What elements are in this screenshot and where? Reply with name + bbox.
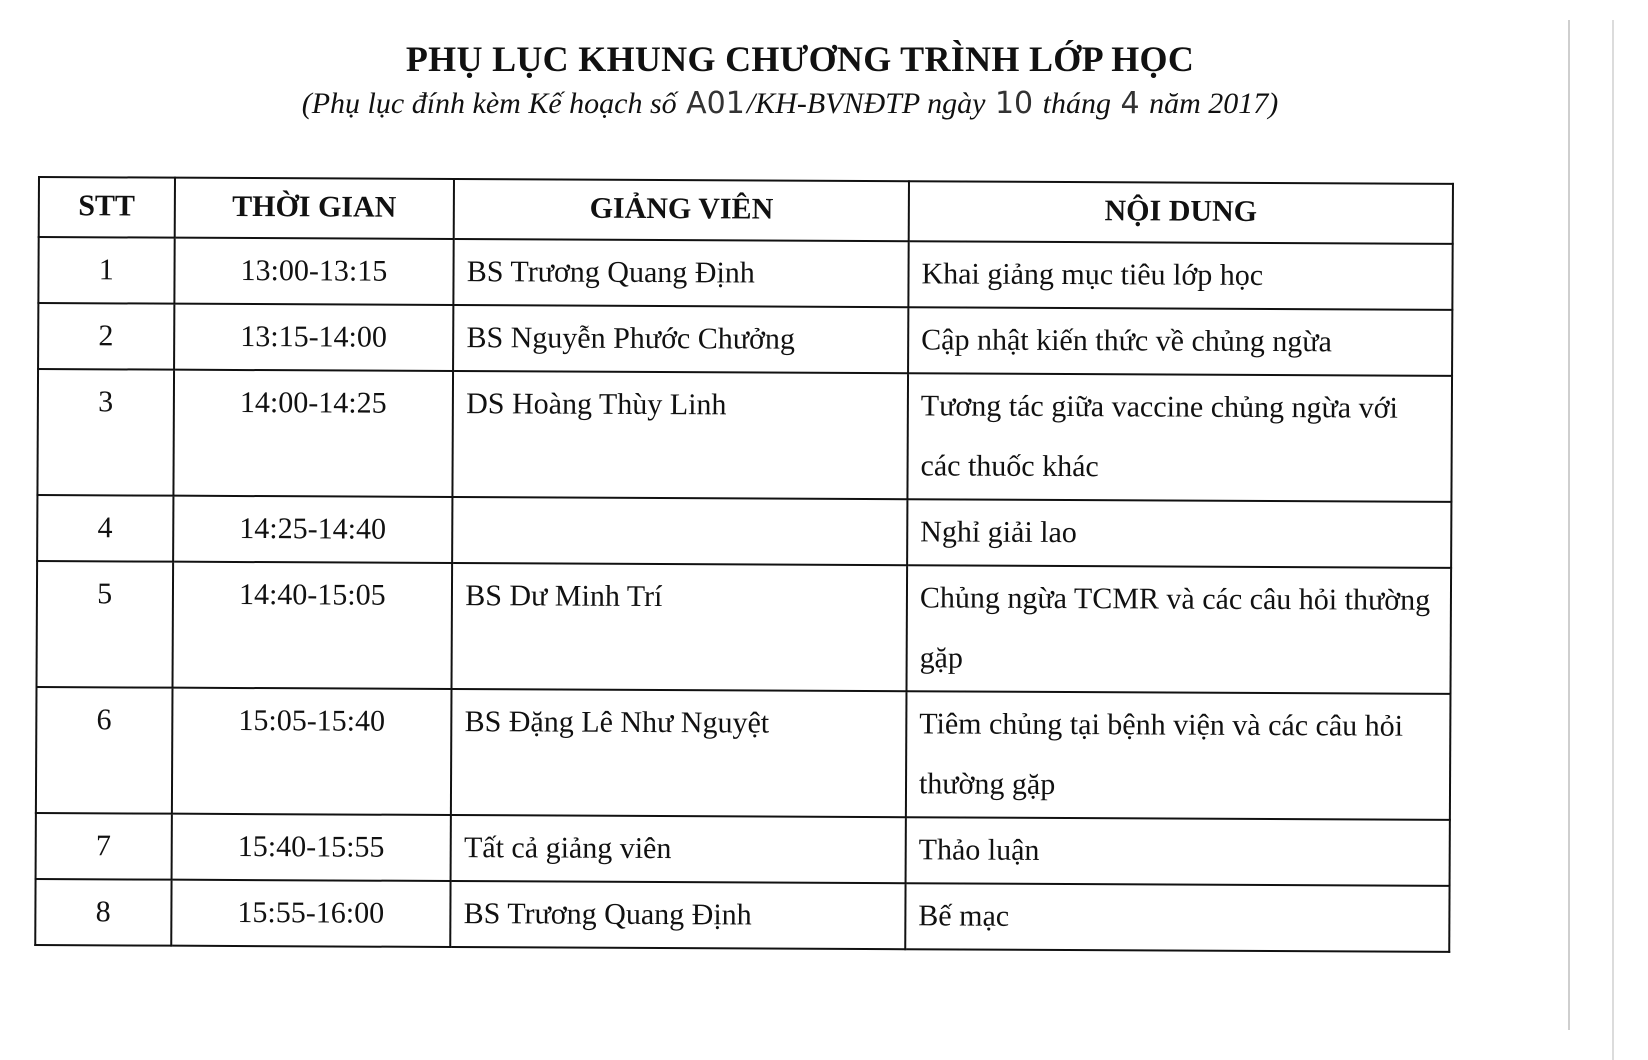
row-teacher: BS Trương Quang Định: [451, 881, 906, 949]
row-stt: 3: [37, 369, 173, 496]
table-row: [38, 237, 1452, 310]
row-time: 14:25-14:40: [173, 496, 453, 563]
row-content: Chủng ngừa TCMR và các câu hỏi thường gặp: [906, 565, 1451, 694]
row-teacher: BS Dư Minh Trí: [452, 563, 907, 691]
row-teacher: BS Nguyễn Phước Chưởng: [453, 305, 908, 373]
table-row: [36, 687, 1451, 820]
header-teacher: GIẢNG VIÊN: [454, 179, 909, 241]
row-content: Tương tác giữa vaccine chủng ngừa với các thuốc khác: [907, 373, 1452, 502]
row-teacher: BS Trương Quang Định: [454, 239, 909, 307]
row-stt: 2: [38, 303, 174, 370]
header-stt: STT: [39, 177, 175, 238]
row-stt: 5: [37, 561, 173, 688]
table-row: [37, 561, 1452, 694]
row-time: 13:15-14:00: [174, 304, 454, 371]
scan-edge-line: [1568, 20, 1570, 1030]
table-row: [35, 879, 1449, 952]
row-content: Nghỉ giải lao: [907, 499, 1451, 568]
row-teacher: Tất cả giảng viên: [451, 815, 906, 883]
row-stt: 1: [38, 237, 174, 304]
table-row: [38, 303, 1452, 376]
document-subtitle: [0, 86, 1580, 121]
table-row: [36, 813, 1450, 886]
row-time: 14:00-14:25: [173, 370, 453, 497]
plan-number-handwritten: A01: [686, 86, 745, 121]
row-time: 15:55-16:00: [171, 880, 451, 947]
header-time: THỜI GIAN: [174, 178, 454, 239]
subtitle-suffix: năm 2017): [1141, 87, 1279, 120]
subtitle-prefix: (Phụ lục đính kèm Kế hoạch số: [301, 87, 685, 120]
row-time: 15:05-15:40: [171, 688, 451, 815]
row-time: 15:40-15:55: [171, 814, 451, 881]
row-content: Thảo luận: [906, 817, 1450, 886]
schedule-table: [34, 176, 1454, 953]
table-row: [37, 495, 1451, 568]
row-time: 13:00-13:15: [174, 238, 454, 305]
document-title: PHỤ LỤC KHUNG CHƯƠNG TRÌNH LỚP HỌC: [405, 39, 1195, 79]
row-time: 14:40-15:05: [172, 562, 452, 689]
row-content: Tiêm chủng tại bệnh viện và các câu hỏi thường gặp: [906, 691, 1451, 820]
row-stt: 4: [37, 495, 173, 562]
row-teacher: BS Đặng Lê Như Nguyệt: [451, 689, 906, 817]
row-content: Bế mạc: [905, 883, 1449, 952]
row-teacher: DS Hoàng Thùy Linh: [453, 371, 908, 499]
row-stt: 8: [35, 879, 171, 946]
scan-edge-line: [1612, 20, 1614, 1060]
header-content: NỘI DUNG: [909, 181, 1453, 244]
table-header-row: [39, 177, 1453, 244]
row-content: Khai giảng mục tiêu lớp học: [908, 241, 1452, 310]
month-handwritten: 4: [1120, 86, 1140, 121]
row-stt: 7: [36, 813, 172, 880]
row-stt: 6: [36, 687, 172, 814]
row-content: Cập nhật kiến thức về chủng ngừa: [908, 307, 1452, 376]
row-teacher: [452, 497, 907, 565]
table-row: [37, 369, 1452, 502]
day-handwritten: 10: [994, 86, 1034, 121]
subtitle-mid-2: tháng: [1035, 87, 1119, 120]
subtitle-mid-1: /KH-BVNĐTP ngày: [746, 87, 993, 120]
